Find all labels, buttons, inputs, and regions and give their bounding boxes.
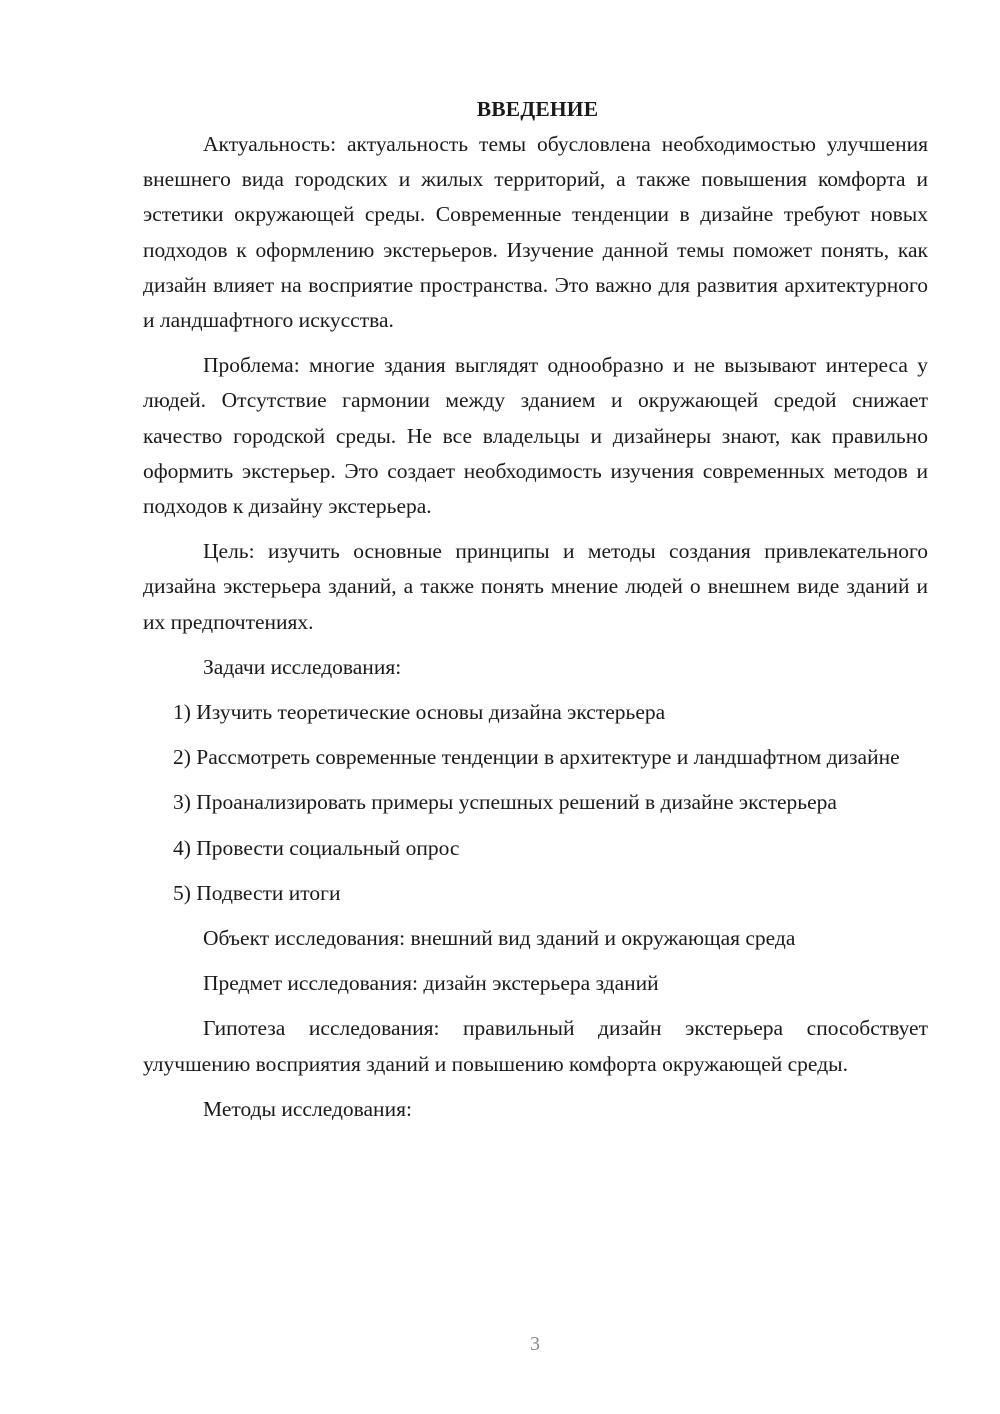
research-subject: Предмет исследования: дизайн экстерьера зданий — [203, 971, 659, 996]
page-number: 3 — [530, 1333, 540, 1355]
tasks-heading: Задачи исследования: — [203, 654, 402, 679]
research-hypothesis: Гипотеза исследования: правильный дизайн экстерьера способствует улучшению восприятия зданий и повышению комфорта окружающей среды. — [143, 1016, 928, 1076]
section-title: ВВЕДЕНИЕ — [476, 97, 599, 121]
relevance-paragraph: Актуальность: актуальность темы обусловлена необходимостью улучшения внешнего вида городских и жилых территорий, а также повышения комфорта и эстетики окружающей среды. Современные тенденции в дизайне требуют новых подходов к оформлению экстерьеров. Изучение данной темы поможет понять, как дизайн влияет на восприятие пространства. Это важно для развития архитектурного и ландшафтного искусства. — [143, 132, 928, 333]
goal-paragraph: Цель: изучить основные принципы и методы создания привлекательного дизайна экстерьера зданий, а также понять мнение людей о внешнем виде зданий и их предпочтениях. — [143, 539, 928, 634]
document-page — [143, 92, 928, 1137]
task-item-2: 2) Рассмотреть современные тенденции в архитектуре и ландшафтном дизайне — [173, 745, 900, 770]
problem-paragraph: Проблема: многие здания выглядят однообразно и не вызывают интереса у людей. Отсутствие гармонии между зданием и окружающей средой снижает качество городской среды. Не все владельцы и дизайнеры знают, как правильно оформить экстерьер. Это создает необходимость изучения современных методов и подходов к дизайну экстерьера. — [143, 353, 928, 519]
task-item-5: 5) Подвести итоги — [173, 880, 341, 905]
task-item-1: 1) Изучить теоретические основы дизайна экстерьера — [173, 700, 666, 725]
research-object: Объект исследования: внешний вид зданий и окружающая среда — [203, 926, 796, 951]
task-item-4: 4) Провести социальный опрос — [173, 835, 460, 860]
task-item-3: 3) Проанализировать примеры успешных решений в дизайне экстерьера — [173, 790, 837, 815]
methods-heading: Методы исследования: — [203, 1096, 412, 1121]
